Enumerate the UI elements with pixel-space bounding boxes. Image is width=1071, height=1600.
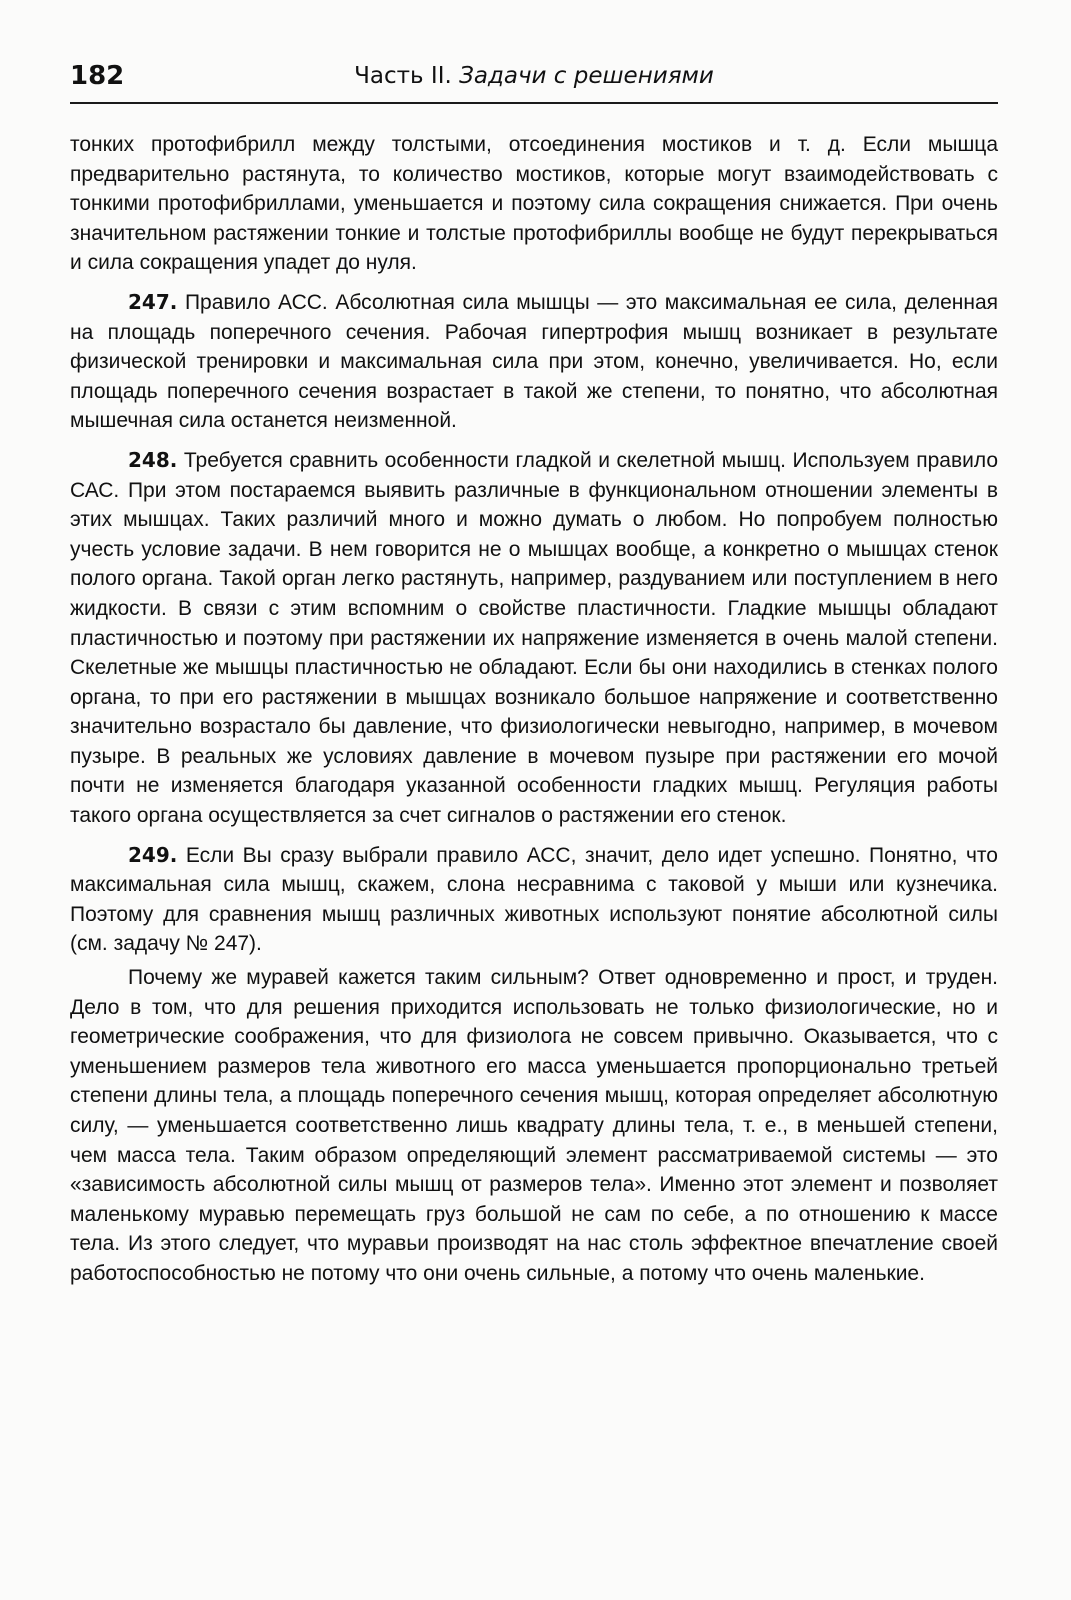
paragraph-text: Почему же муравей кажется таким сильным? Ответ одновременно и прост, и труден. Дело в том, что для решения приходится использовать не только физиологические, но и геометрические соображения, что для физиолога не совсем привычно. Оказывается, что с уменьшением размеров тела животного его масса уменьшается пропорционально третьей степени длины тела, а площадь поперечного сечения мышц, которая определяет абсолютную силу, — уменьшается соответственно лишь квадрату длины тела, т. е., в меньшей степени, чем масса тела. Таким образом определяющий элемент рассматриваемой системы — это «зависимость абсолютной силы мышц от размеров тела». Именно этот элемент и позволяет маленькому муравью перемещать груз большой не сам по себе, а по отношению к массе тела. Из этого следует, что муравьи производят на нас столь эффектное впечатление своей работоспособностью не потому что они очень сильные, а потому что очень маленькие. [70,966,998,1285]
paragraph-text: тонких протофибрилл между толстыми, отсоединения мостиков и т. д. Если мышца предварительно растянута, то количество мостиков, которые могут взаимодействовать с тонкими протофибриллами, уменьшается и поэтому сила сокращения снижается. При очень значительном растяжении тонкие и толстые протофибриллы вообще не будут перекрываться и сила сокращения упадет до нуля. [70,133,998,275]
problem-number: 248. [128,447,178,472]
part-title: Задачи с решениями [459,63,714,89]
running-head [70,58,998,94]
paragraph-text: Правило АСС. Абсолютная сила мышцы — это максимальная ее сила, деленная на площадь поперечного сечения. Рабочая гипертрофия мышц возникает в результате физической тренировки и максимальная сила при этом, конечно, увеличивается. Но, если площадь поперечного сечения возрастает в такой же степени, то понятно, что абсолютная мышечная сила останется неизменной. [70,290,998,433]
page-number: 182 [70,61,125,91]
paragraph-continued [70,130,998,278]
answer-247 [70,288,998,436]
paragraph-text: Если Вы сразу выбрали правило АСС, значит, дело идет успешно. Понятно, что максимальная сила мышц, скажем, слона несравнима с таковой у мыши или кузнечика. Поэтому для сравнения мышц различных животных используют понятие абсолютной силы (см. задачу № 247). [70,843,998,956]
answer-248 [70,446,998,831]
problem-number: 247. [128,289,178,314]
paragraph-text: Требуется сравнить особенности гладкой и скелетной мышц. Используем правило САС. При этом постараемся выявить различные в функциональном отношении элементы в этих мышцах. Таких различий много и можно думать о любом. Но попробуем полностью учесть условие задачи. В нем говорится не о мышцах вообще, а конкретно о мышцах стенок полого органа. Такой орган легко растянуть, например, раздуванием или поступлением в него жидкости. В связи с этим вспомним о свойстве пластичности. Гладкие мышцы обладают пластичностью и поэтому при растяжении их напряжение изменяется в очень малой степени. Скелетные же мышцы пластичностью не обладают. Если бы они находились в стенках полого органа, то при его растяжении в мышцах возникало большое напряжение и соответственно значительно возрастало бы давление, что физиологически невыгодно, например, в мочевом пузыре. В реальных же условиях давление в мочевом пузыре при растяжении его мочой почти не изменяется благодаря указанной особенности гладких мышц. Регуляция работы такого органа осуществляется за счет сигналов о растяжении его стенок. [70,448,998,828]
answer-249 [70,841,998,959]
page-header [70,58,998,104]
page-body [70,130,998,1289]
answer-249-continued [70,963,998,1289]
part-label: Часть II. [354,63,452,89]
problem-number: 249. [128,842,178,867]
